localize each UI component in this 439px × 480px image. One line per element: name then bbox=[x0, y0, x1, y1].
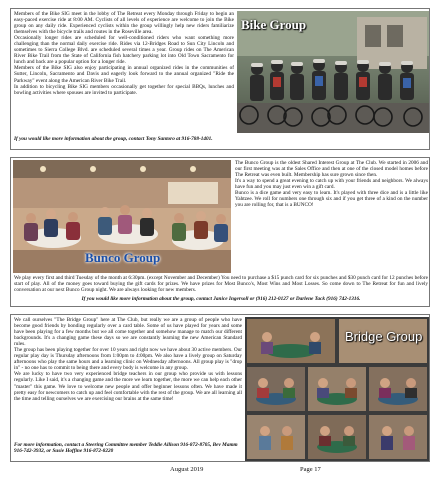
bunco-contact bbox=[14, 296, 428, 305]
bridge-paragraph: We are lucky to have two very experienced bridge teachers in our group who provide us with lessons regularly. Like I said, it's a changing game and the more we learn together, the more we can help each other "master" this game. We love to welcome new people and offer beginner lessons often. We have made it pretty easy for newcomers to catch up and feel comfortable with the rest of the group. We are all learning all the time and telling ourselves we are exercising our brains at the same time! bbox=[14, 371, 242, 402]
bunco-group-text-bottom bbox=[14, 275, 428, 295]
bunco-paragraph: The Bunco Group is the oldest Shared Interest Group at The Club. We started in 2006 and our first meeting was at the Sales Office and then at one of the closed model homes before The Retreat was even built. Membership has sure grown since then. bbox=[235, 160, 428, 179]
bridge-group-collage bbox=[245, 317, 429, 461]
bike-contact bbox=[14, 136, 428, 148]
bike-group-section bbox=[10, 8, 430, 150]
bunco-paragraph: It's a way to spend a great evening to catch up with your friends and neighbors. We always have fun and you may just even win a gift card. bbox=[235, 178, 428, 191]
bridge-group-text bbox=[14, 317, 242, 441]
bunco-group-text-right bbox=[235, 160, 428, 273]
bike-paragraph: In addition to bicycling Bike SIG members occasionally get together for special BBQs, lunches and bowling activities where spouses are invited to participate. bbox=[14, 83, 234, 96]
bunco-group-photo bbox=[13, 160, 231, 273]
bike-paragraph: Occasionally longer rides are scheduled for well-conditioned riders who want something more challenging than the normal daily exercise ride. Rides via 12-Bridges Road to Sun City Lincoln and sometimes to Sierra College Blvd. are scheduled several times a year. Group rides on The American River Bike Trail from the State of California fish hatchery parking lot into Old Town Sacramento for lunch and back are a popular option for a longer ride. bbox=[14, 35, 234, 66]
bike-group-photo bbox=[237, 11, 429, 133]
bridge-contact bbox=[14, 442, 242, 461]
footer-date: August 2019 bbox=[170, 466, 204, 473]
bunco-paragraph: We play every first and third Tuesday of the month at 6:30pm. (except November and December) You need to purchase a $15 punch card for six punches and $30 punch card for 12 punches before start of play. All of the money goes toward buying the gift cards for prizes. We have prizes for Most Bunco's, Most Wins and Most Losses. So come down to The Retreat for fun and lively conversation at our next Bunco Group night. We are always looking for new members. bbox=[14, 275, 428, 294]
bike-paragraph: Members of the Bike SIG also enjoy participating in annual organized rides in the communities of Sutter, Lincoln, Sacramento and Davis and eagerly look forward to the annual organized "Ride the Parkway" event along the American River Bike Trail. bbox=[14, 65, 234, 84]
bridge-group-title: Bridge Group bbox=[345, 329, 423, 344]
bunco-group-title: Bunco Group bbox=[85, 250, 161, 265]
bike-group-title: Bike Group bbox=[241, 17, 307, 32]
bike-contact-text: If you would like more information about the group, contact Tony Santoro at 916-788-1401. bbox=[14, 136, 213, 142]
bunco-paragraph: Bunco is a dice game and very easy to learn. It's played with three dice and is a little like Yahtzee. We roll for numbers one through six and if you get three of a kind on the number you are rolling for, that is a BUNCO! bbox=[235, 190, 428, 209]
bike-group-text bbox=[14, 11, 234, 133]
footer-page-number: Page 17 bbox=[300, 466, 321, 473]
bridge-group-section bbox=[10, 314, 430, 462]
bridge-paragraph: We call ourselves "The Bridge Group" here at The Club, but really we are a group of people who have become good friends by bonding regularly over a card table. Some of us have played for years and some have been playing for a few months but we all come together and somehow manage to match our different backgrounds. It's a changing game these days so we are constantly learning the new American Standard rules. bbox=[14, 317, 242, 348]
bike-paragraph: Members of the Bike SIG meet in the lobby of The Retreat every Monday through Friday to begin an easy-paced exercise ride at 8:00 AM. Cyclists of all levels of experience are welcome to join the Bike group on any daily ride. Experienced cyclists within the group willingly help new riders familiarize themselves with the bicycle trails and routes in the Roseville area. bbox=[14, 11, 234, 36]
bunco-contact-text: If you would like more information about the group, contact Janice Ingersoll or (916) 212-0127 or Darlene Tack (916) 742-1316. bbox=[81, 296, 361, 302]
bridge-paragraph: The group has been playing together for over 10 years and right now we have about 30 active members. Our regular play day is Thursday afternoons from 1:00pm to 4:00pm. We also have a lively group on Saturday afternoons who play the same hours and a learning clinic on Wednesday afternoons. All group play is "drop in" - no one has to commit to being there and every body is welcome in any group. bbox=[14, 347, 242, 372]
page-footer bbox=[0, 466, 439, 476]
bridge-contact-text: For more information, contact a Steering Committee member Teddie Allison 916-872-8705, Bev Mamm 916-742-3932, or Susie Hoffine 916-872-8220 bbox=[14, 442, 238, 455]
bunco-group-section bbox=[10, 157, 430, 307]
